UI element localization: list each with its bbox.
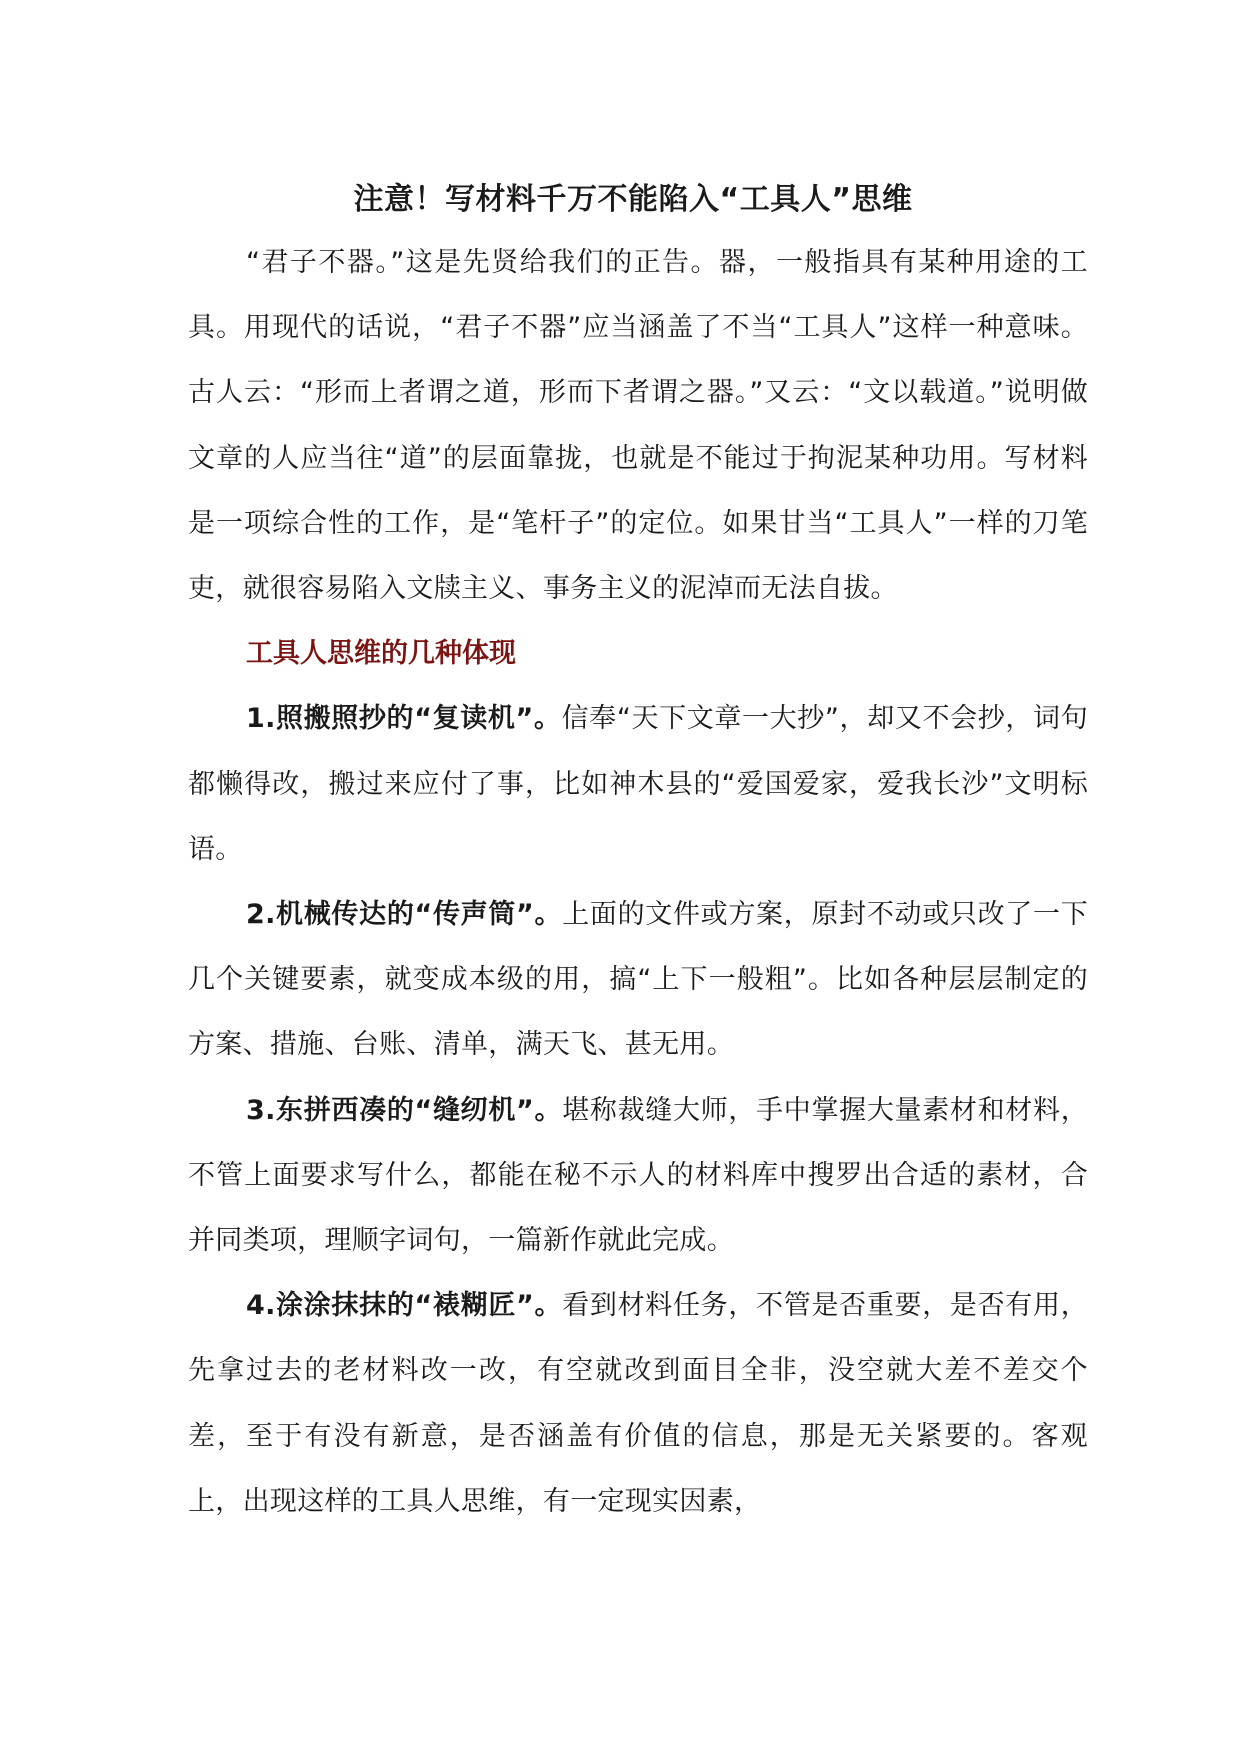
document-page bbox=[188, 170, 1088, 1534]
point-lead-2: 2.机械传达的“传声筒”。 bbox=[246, 899, 563, 931]
point-lead-4: 4.涂涂抹抹的“裱糊匠”。 bbox=[246, 1290, 563, 1322]
point-text-3: 堪称裁缝大师，手中掌握大量素材和材料，不管上面要求写什么，都能在秘不示人的材料库中搜罗出合适的素材，合并同类项，理顺字词句，一篇新作就此完成。 bbox=[188, 1094, 1089, 1257]
point-lead-1: 1.照搬照抄的“复读机”。 bbox=[246, 703, 562, 735]
point-paragraph-4 bbox=[188, 1273, 1088, 1534]
section-heading: 工具人思维的几种体现 bbox=[246, 638, 516, 670]
point-lead-3: 3.东拼西凑的“缝纫机”。 bbox=[246, 1094, 563, 1126]
point-text-1: 信奉“天下文章一大抄”，却又不会抄，词句都懒得改，搬过来应付了事，比如神木县的“爱国爱家，爱我长沙”文明标语。 bbox=[188, 703, 1088, 865]
point-paragraph-2 bbox=[188, 882, 1088, 1078]
point-text-2: 上面的文件或方案，原封不动或只改了一下几个关键要素，就变成本级的用，搞“上下一般粗”。比如各种层层制定的方案、措施、台账、清单，满天飞、甚无用。 bbox=[188, 899, 1089, 1061]
point-paragraph-3 bbox=[188, 1078, 1088, 1274]
point-text-4: 看到材料任务，不管是否重要，是否有用，先拿过去的老材料改一改，有空就改到面目全非，没空就大差不差交个差，至于有没有新意，是否涵盖有价值的信息，那是无关紧要的。客观上，出现这样的工具人思维，有一定现实因素， bbox=[188, 1290, 1089, 1517]
page-title: 注意！写材料千万不能陷入“工具人”思维 bbox=[353, 182, 913, 217]
intro-paragraph: “君子不器。”这是先贤给我们的正告。器，一般指具有某种用途的工具。用现代的话说，“君子不器”应当涵盖了不当“工具人”这样一种意味。古人云：“形而上者谓之道，形而下者谓之器。”又云：“文以载道。”说明做文章的人应当往“道”的层面靠拢，也就是不能过于拘泥某种功用。写材料是一项综合性的工作，是“笔杆子”的定位。如果甘当“工具人”一样的刀笔吏，就很容易陷入文牍主义、事务主义的泥淖而无法自拔。 bbox=[188, 247, 1088, 605]
point-paragraph-1 bbox=[188, 686, 1088, 882]
